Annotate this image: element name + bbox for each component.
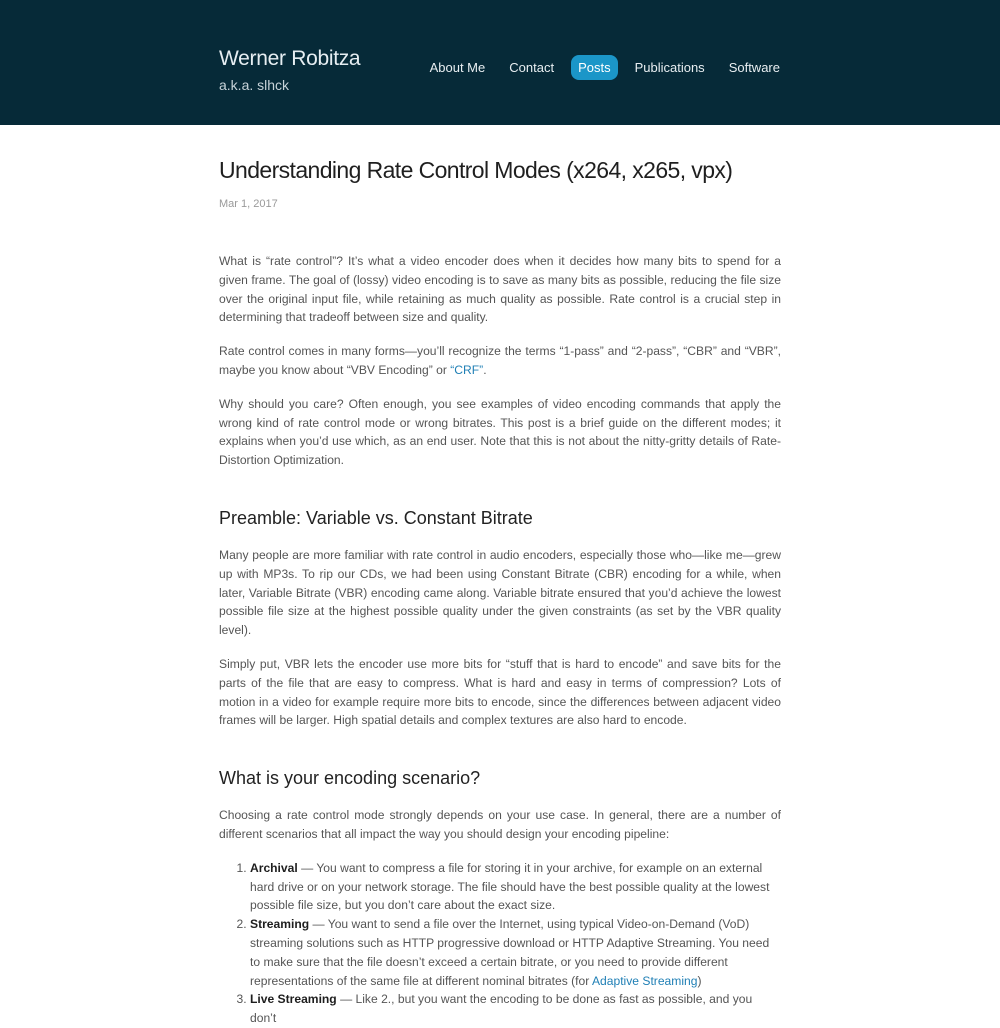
list-term: Archival	[250, 860, 298, 875]
nav-item-software[interactable]: Software	[728, 60, 780, 75]
nav-item-posts[interactable]: Posts	[571, 55, 618, 80]
nav-item-publications[interactable]: Publications	[634, 60, 705, 75]
list-item	[250, 859, 781, 915]
site-name[interactable]: Werner Robitza	[219, 47, 361, 70]
adaptive-streaming-link[interactable]: Adaptive Streaming	[591, 973, 698, 988]
site-header	[0, 0, 1000, 125]
nav-item-contact[interactable]: Contact	[509, 60, 555, 75]
scenario-list	[219, 859, 781, 1028]
site-brand[interactable]	[219, 45, 360, 95]
paragraph-end: .	[483, 362, 487, 377]
list-text: — You want to compress a file for storing it in your archive, for example on an external hard drive or on your network storage. The file should have the best possible quality at the lowest possible file size, but you don’t care about the exact size.	[250, 860, 770, 913]
post-title: Understanding Rate Control Modes (x264, x265, vpx)	[219, 157, 733, 183]
site-subtitle: a.k.a. slhck	[219, 77, 290, 93]
list-term: Streaming	[250, 917, 310, 932]
list-text: — Like 2., but you want the encoding to be done as fast as possible, and you don’t	[250, 992, 753, 1026]
paragraph-scenarios: Choosing a rate control mode strongly depends on your use case. In general, there are a number of different scenarios that all impact the way you should design your encoding pipeline:	[219, 808, 781, 841]
paragraph-mp3: Many people are more familiar with rate control in audio encoders, especially those who—like me—grew up with MP3s. To rip our CDs, we had been using Constant Bitrate (CBR) encoding for a while, when later, Variable Bitrate (VBR) encoding came along. Variable bitrate ensured that you’d achieve the lowest possible file size at the highest possible quality under the given constraints (as set by the VBR quality level).	[219, 547, 781, 638]
list-text-end: )	[697, 973, 702, 988]
paragraph-text: Rate control comes in many forms—you’ll recognize the terms “1-pass” and “2-pass”, “CBR” and “VBR”, maybe you know about “VBV Encoding” or	[219, 344, 781, 377]
list-item	[250, 915, 781, 990]
paragraph-vbr: Simply put, VBR lets the encoder use more bits for “stuff that is hard to encode” and save bits for the parts of the file that are easy to compress. What is hard and easy in terms of compression? Lots of motion in a video for example require more bits to encode, since the differences between adjacent video frames will be larger. High spatial details and complex textures are also hard to encode.	[219, 656, 781, 728]
nav-item-about-me[interactable]: About Me	[429, 60, 486, 75]
paragraph-why-care: Why should you care? Often enough, you see examples of video encoding commands that apply the wrong kind of rate control mode or wrong bitrates. This post is a brief guide on the different modes; it explains when you’d use which, as an end user. Note that this is not about the nitty-gritty details of Rate-Distortion Optimization.	[219, 396, 781, 468]
post-content	[219, 150, 781, 1028]
list-term: Live Streaming	[250, 992, 337, 1007]
main-nav	[413, 55, 787, 80]
list-text: — You want to send a file over the Internet, using typical Video-on-Demand (VoD) streaming solutions such as HTTP progressive download or HTTP Adaptive Streaming. You need to make sure that the file doesn’t exceed a certain bitrate, or you need to provide different representations of the same file at different nominal bitrates (for	[250, 917, 770, 988]
post-date: Mar 1, 2017	[219, 198, 278, 210]
heading-scenario: What is your encoding scenario?	[219, 768, 481, 789]
paragraph-rate-control-forms	[219, 342, 781, 380]
crf-link[interactable]: “CRF”	[450, 362, 484, 377]
paragraph-intro: What is “rate control”? It’s what a video encoder does when it decides how many bits to spend for a given frame. The goal of (lossy) video encoding is to save as many bits as possible, reducing the file size over the original input file, while retaining as much quality as possible. Rate control is a crucial step in determining that tradeoff between size and quality.	[219, 254, 781, 325]
list-item	[250, 990, 781, 1028]
heading-preamble: Preamble: Variable vs. Constant Bitrate	[219, 507, 533, 528]
